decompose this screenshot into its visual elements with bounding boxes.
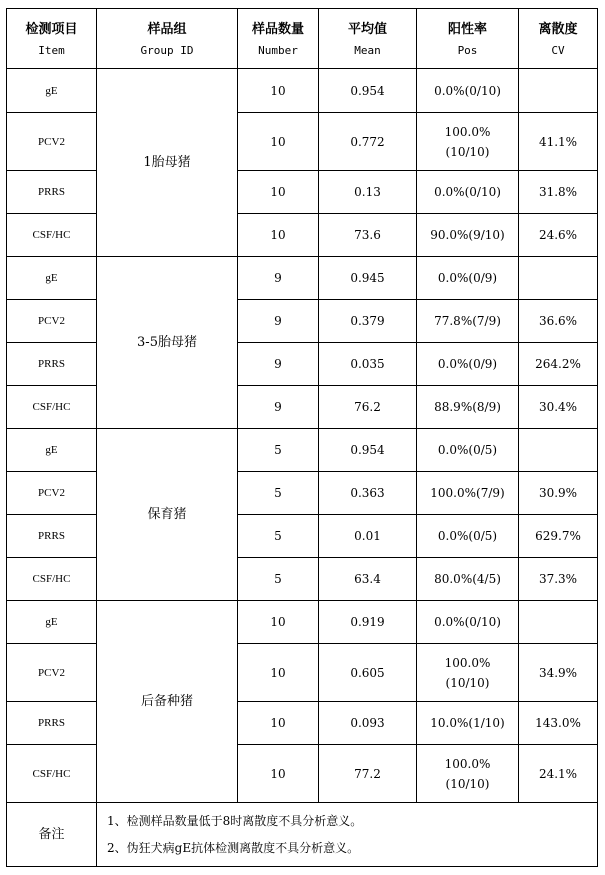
pos-value: 100.0% [444, 756, 491, 771]
header-group [97, 9, 238, 69]
header-item-cn: 检测项目 [25, 21, 78, 37]
mean-cell: 77.2 [319, 745, 417, 803]
number-cell: 5 [238, 558, 319, 601]
pos-cell: 90.0%(9/10) [417, 214, 519, 257]
header-number-en: Number [258, 43, 298, 57]
table-row [7, 429, 598, 472]
cv-cell: 31.8% [519, 171, 598, 214]
number-cell: 10 [238, 69, 319, 113]
table-row [7, 343, 598, 386]
pos-cell: 0.0%(0/5) [417, 515, 519, 558]
item-cell: PCV2 [7, 300, 97, 343]
group-label: 3-5胎母猪 [97, 257, 238, 429]
cv-cell: 37.3% [519, 558, 598, 601]
mean-cell: 0.919 [319, 601, 417, 644]
table-row [7, 257, 598, 300]
note-line: 2、伪狂犬病gE抗体检测离散度不具分析意义。 [107, 840, 360, 855]
item-cell: gE [7, 601, 97, 644]
header-group-en: Group ID [140, 43, 194, 57]
cv-cell [519, 69, 598, 113]
mean-cell: 76.2 [319, 386, 417, 429]
pos-cell: 0.0%(0/9) [417, 343, 519, 386]
cv-cell: 629.7% [519, 515, 598, 558]
header-number [238, 9, 319, 69]
number-cell: 10 [238, 113, 319, 171]
number-cell: 10 [238, 745, 319, 803]
mean-cell: 0.954 [319, 429, 417, 472]
item-cell: PCV2 [7, 644, 97, 702]
number-cell: 5 [238, 515, 319, 558]
pos-value: 100.0% [444, 655, 491, 670]
header-item-en: Item [38, 43, 65, 57]
item-cell: CSF/HC [7, 558, 97, 601]
header-cv [519, 9, 598, 69]
item-cell: PRRS [7, 343, 97, 386]
pos-count: (10/10) [445, 776, 490, 791]
note-line: 1、检测样品数量低于8时离散度不具分析意义。 [107, 813, 363, 828]
table-row [7, 702, 598, 745]
table-row [7, 69, 598, 113]
header-pos-en: Pos [457, 43, 478, 57]
number-cell: 5 [238, 429, 319, 472]
group-label: 保育猪 [97, 429, 238, 601]
cv-cell: 30.9% [519, 472, 598, 515]
item-cell: PCV2 [7, 472, 97, 515]
pos-count: (10/10) [445, 144, 490, 159]
mean-cell: 0.954 [319, 69, 417, 113]
pos-count: (10/10) [445, 675, 490, 690]
cv-cell [519, 601, 598, 644]
header-number-cn: 样品数量 [251, 21, 304, 37]
header-group-cn: 样品组 [147, 21, 187, 37]
table-row [7, 644, 598, 702]
mean-cell: 0.945 [319, 257, 417, 300]
number-cell: 9 [238, 257, 319, 300]
group-label: 后备种猪 [97, 601, 238, 803]
pos-cell: 0.0%(0/10) [417, 601, 519, 644]
pos-cell [417, 644, 519, 702]
mean-cell: 73.6 [319, 214, 417, 257]
table-row [7, 386, 598, 429]
pos-cell: 100.0%(7/9) [417, 472, 519, 515]
cv-cell [519, 429, 598, 472]
table-row [7, 113, 598, 171]
table-row [7, 745, 598, 803]
pos-cell: 0.0%(0/9) [417, 257, 519, 300]
mean-cell: 0.363 [319, 472, 417, 515]
mean-cell: 63.4 [319, 558, 417, 601]
cv-cell [519, 257, 598, 300]
table-row [7, 558, 598, 601]
cv-cell: 41.1% [519, 113, 598, 171]
item-cell: gE [7, 69, 97, 113]
header-row [7, 9, 598, 69]
pos-cell: 0.0%(0/5) [417, 429, 519, 472]
mean-cell: 0.01 [319, 515, 417, 558]
item-cell: PRRS [7, 171, 97, 214]
item-cell: CSF/HC [7, 214, 97, 257]
table-row [7, 515, 598, 558]
item-cell: CSF/HC [7, 386, 97, 429]
pos-cell: 0.0%(0/10) [417, 171, 519, 214]
cv-cell: 24.6% [519, 214, 598, 257]
notes-row [7, 803, 598, 867]
mean-cell: 0.605 [319, 644, 417, 702]
notes-content [97, 803, 598, 867]
pos-value: 100.0% [444, 124, 491, 139]
header-pos-cn: 阳性率 [447, 21, 487, 37]
number-cell: 10 [238, 702, 319, 745]
pos-cell: 0.0%(0/10) [417, 69, 519, 113]
item-cell: gE [7, 429, 97, 472]
cv-cell: 36.6% [519, 300, 598, 343]
results-table [6, 8, 598, 867]
item-cell: PRRS [7, 702, 97, 745]
number-cell: 5 [238, 472, 319, 515]
group-label: 1胎母猪 [97, 69, 238, 257]
pos-cell: 10.0%(1/10) [417, 702, 519, 745]
header-cv-cn: 离散度 [538, 21, 578, 37]
mean-cell: 0.13 [319, 171, 417, 214]
header-cv-en: CV [551, 43, 565, 57]
header-mean [319, 9, 417, 69]
pos-cell: 80.0%(4/5) [417, 558, 519, 601]
number-cell: 10 [238, 601, 319, 644]
item-cell: PRRS [7, 515, 97, 558]
table-row [7, 472, 598, 515]
header-pos [417, 9, 519, 69]
cv-cell: 24.1% [519, 745, 598, 803]
mean-cell: 0.035 [319, 343, 417, 386]
item-cell: PCV2 [7, 113, 97, 171]
cv-cell: 264.2% [519, 343, 598, 386]
pos-cell [417, 113, 519, 171]
cv-cell: 34.9% [519, 644, 598, 702]
table-row [7, 214, 598, 257]
mean-cell: 0.772 [319, 113, 417, 171]
item-cell: gE [7, 257, 97, 300]
number-cell: 9 [238, 300, 319, 343]
number-cell: 10 [238, 644, 319, 702]
header-item [7, 9, 97, 69]
table-row [7, 300, 598, 343]
number-cell: 10 [238, 171, 319, 214]
item-cell: CSF/HC [7, 745, 97, 803]
notes-label: 备注 [7, 803, 97, 867]
table-row [7, 601, 598, 644]
number-cell: 9 [238, 343, 319, 386]
cv-cell: 30.4% [519, 386, 598, 429]
header-mean-cn: 平均值 [347, 21, 387, 37]
pos-cell [417, 745, 519, 803]
number-cell: 9 [238, 386, 319, 429]
header-mean-en: Mean [354, 43, 381, 57]
cv-cell: 143.0% [519, 702, 598, 745]
table-row [7, 171, 598, 214]
pos-cell: 77.8%(7/9) [417, 300, 519, 343]
mean-cell: 0.379 [319, 300, 417, 343]
pos-cell: 88.9%(8/9) [417, 386, 519, 429]
number-cell: 10 [238, 214, 319, 257]
mean-cell: 0.093 [319, 702, 417, 745]
